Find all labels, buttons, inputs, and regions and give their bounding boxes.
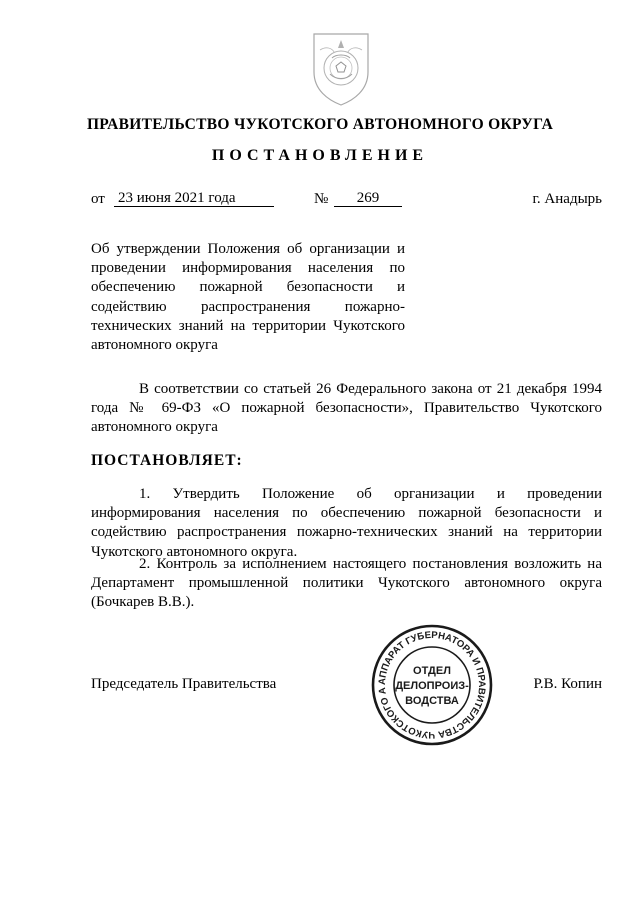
document-type: ПОСТАНОВЛЕНИЕ	[211, 147, 429, 164]
decree-item-1: 1. Утвердить Положение об организации и проведении информирования населения по обеспечению пожарной безопасности и содействию распространения пожарно-технических знаний на территории Чукотского автономного округа.	[91, 486, 602, 560]
stamp-line-3: ВОДСТВА	[405, 695, 459, 707]
signatory-name: Р.В. Копин	[533, 676, 602, 692]
document-date: 23 июня 2021 года	[114, 191, 274, 207]
number-sign: №	[314, 191, 329, 207]
office-stamp	[367, 623, 497, 747]
city: г. Анадырь	[532, 191, 602, 207]
preamble: В соответствии со статьей 26 Федерального закона от 21 декабря 1994 года № 69-ФЗ «О пожарной безопасности», Правительство Чукотского автономного округа	[91, 381, 602, 436]
resolves-heading: ПОСТАНОВЛЯЕТ:	[91, 452, 243, 469]
stamp-ring-text: АППАРАТ ГУБЕРНАТОРА И ПРАВИТЕЛЬСТВА ЧУКОТСКОГО А	[376, 629, 488, 741]
signatory-position: Председатель Правительства	[91, 676, 277, 692]
coat-of-arms-icon	[306, 28, 376, 108]
document-subject: Об утверждении Положения об организации и проведении информирования населения по обеспечению пожарной безопасности и содействию распространения пожарно-технических знаний на территории Чукотского автономного округа	[91, 241, 405, 354]
stamp-line-1: ОТДЕЛ	[413, 665, 451, 677]
date-prefix: от	[91, 191, 105, 207]
stamp-line-2: ДЕЛОПРОИЗ-	[395, 680, 469, 692]
government-title: ПРАВИТЕЛЬСТВО ЧУКОТСКОГО АВТОНОМНОГО ОКРУГА	[86, 116, 554, 133]
document-number: 269	[334, 191, 402, 207]
decree-item-2: 2. Контроль за исполнением настоящего постановления возложить на Департамент промышленной политики Чукотского автономного округа (Бочкарев В.В.).	[91, 556, 602, 611]
